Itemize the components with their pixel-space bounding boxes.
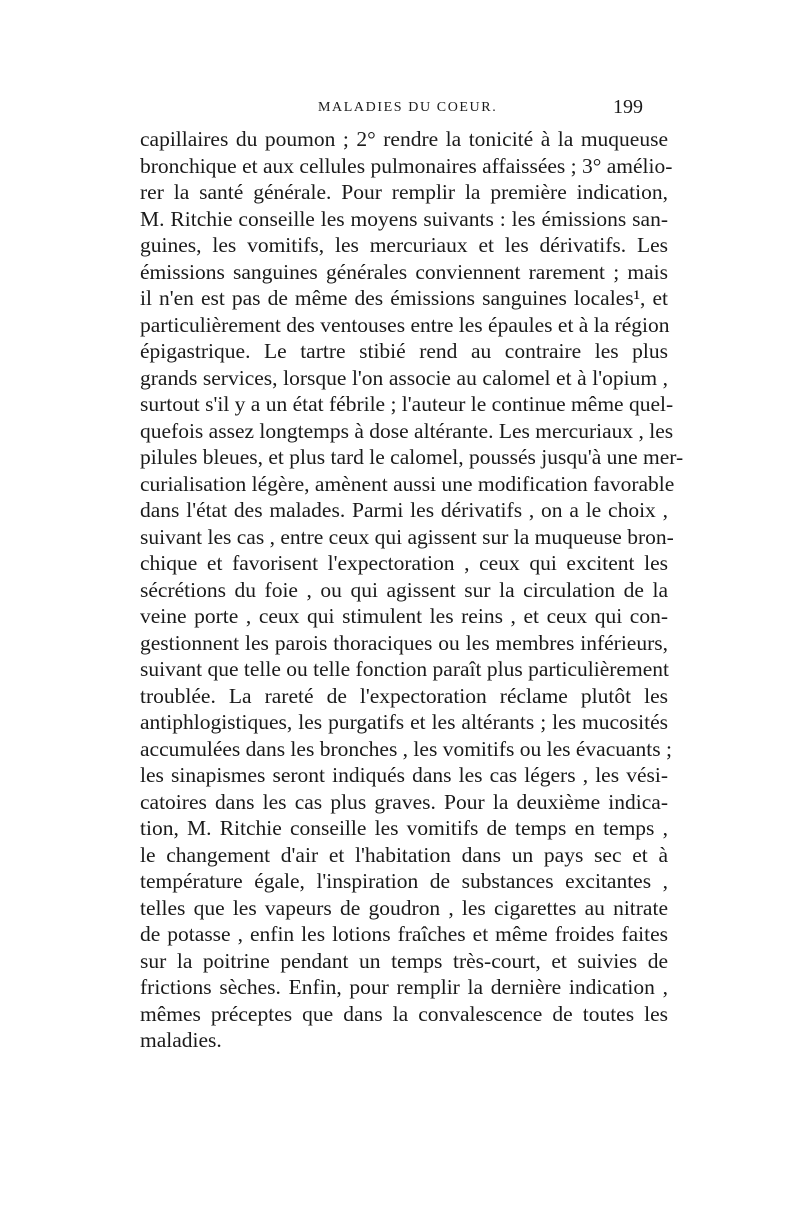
text-line: particulièrement des ventouses entre les épaules et à la région [140, 312, 670, 337]
text-line: suivant que telle ou telle fonction paraît plus particulièrement [140, 657, 669, 681]
body-text [140, 126, 684, 1054]
text-line: il n'en est pas de même des émissions sanguines locales¹, et [140, 286, 668, 310]
text-line: quefois assez longtemps à dose altérante. Les mercuriaux , les [140, 418, 674, 443]
text-line: maladies. [140, 1028, 222, 1052]
text-line: température égale, l'inspiration de substances excitantes , [140, 869, 668, 893]
text-line: gestionnent les parois thoraciques ou les membres inférieurs, [140, 630, 668, 655]
text-line: curialisation légère, amènent aussi une modification favorable [140, 471, 675, 496]
text-line: les sinapismes seront indiqués dans les cas légers , les vési- [140, 763, 668, 787]
text-line: antiphlogistiques, les purgatifs et les altérants ; les mucosités [140, 710, 668, 734]
text-line: frictions sèches. Enfin, pour remplir la dernière indication , [140, 975, 668, 999]
text-line: suivant les cas , entre ceux qui agissent sur la muqueuse bron- [140, 524, 674, 549]
text-line: tion, M. Ritchie conseille les vomitifs de temps en temps , [140, 816, 668, 840]
text-line: épigastrique. Le tartre stibié rend au contraire les plus [140, 339, 668, 363]
text-line: sur la poitrine pendant un temps très-court, et suivies de [140, 948, 668, 973]
text-line: guines, les vomitifs, les mercuriaux et les dérivatifs. Les [140, 233, 668, 257]
text-line: pilules bleues, et plus tard le calomel, poussés jusqu'à une mer- [140, 445, 684, 469]
text-line: troublée. La rareté de l'expectoration réclame plutôt les [140, 683, 668, 708]
text-line: veine porte , ceux qui stimulent les reins , et ceux qui con- [140, 604, 668, 628]
text-line: telles que les vapeurs de goudron , les cigarettes au nitrate [140, 895, 668, 920]
text-line: accumulées dans les bronches , les vomitifs ou les évacuants ; [140, 736, 672, 761]
text-line: M. Ritchie conseille les moyens suivants : les émissions san- [140, 206, 668, 231]
text-line: chique et favorisent l'expectoration , ceux qui excitent les [140, 551, 668, 575]
text-line: grands services, lorsque l'on associe au calomel et à l'opium , [140, 365, 668, 390]
text-line: mêmes préceptes que dans la convalescence de toutes les [140, 1001, 668, 1026]
running-title: MALADIES DU COEUR. [318, 100, 498, 115]
text-line: catoires dans les cas plus graves. Pour la deuxième indica- [140, 789, 668, 814]
running-head [0, 96, 800, 120]
text-line: de potasse , enfin les lotions fraîches et même froides faites [140, 922, 668, 946]
text-line: le changement d'air et l'habitation dans un pays sec et à [140, 842, 668, 867]
text-line: surtout s'il y a un état fébrile ; l'auteur le continue même quel- [140, 392, 674, 416]
text-line: bronchique et aux cellules pulmonaires affaissées ; 3° amélio- [140, 153, 673, 178]
text-line: capillaires du poumon ; 2° rendre la tonicité à la muqueuse [140, 127, 668, 151]
text-line: émissions sanguines générales conviennent rarement ; mais [140, 259, 668, 284]
text-line: rer la santé générale. Pour remplir la première indication, [140, 180, 668, 204]
page-number: 199 [613, 96, 643, 118]
text-line: sécrétions du foie , ou qui agissent sur la circulation de la [140, 577, 668, 602]
text-line: dans l'état des malades. Parmi les dérivatifs , on a le choix , [140, 498, 668, 522]
